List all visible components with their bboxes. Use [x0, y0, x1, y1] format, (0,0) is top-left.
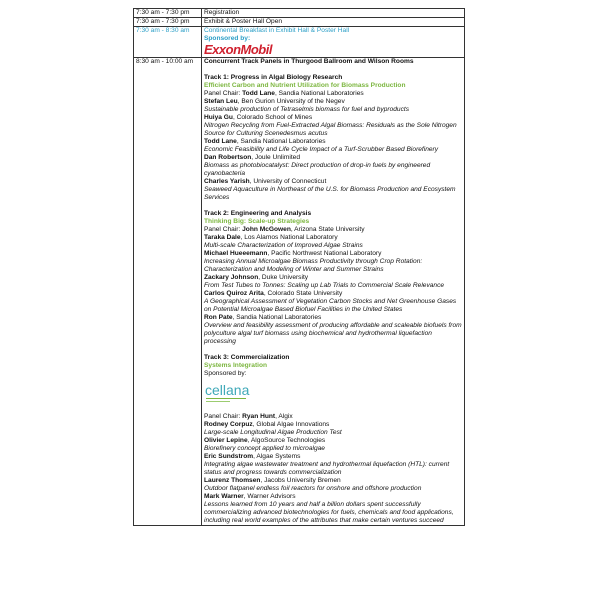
talk-speaker	[204, 477, 462, 485]
speaker-org: , Algae Systems	[253, 453, 301, 460]
speaker-org: , Warner Advisors	[243, 493, 296, 500]
row-time: 7:30 am - 8:30 am	[134, 27, 202, 58]
chair-label: Panel Chair:	[204, 413, 243, 420]
chair-label: Panel Chair:	[204, 90, 243, 97]
chair-name: John McGowen	[242, 226, 291, 233]
row-time: 7:30 am - 7:30 pm	[134, 18, 202, 27]
speaker-name: Mark Warner	[204, 493, 244, 500]
talk-speaker	[204, 437, 462, 445]
talk-title: A Geographical Assessment of Vegetation Carbon Stocks and Net Greenhouse Gases on Potential Microalgae Based Biofuel Facilities in the United States	[204, 298, 457, 313]
speaker-name: Dan Robertson	[204, 154, 252, 161]
speaker-name: Ron Pate	[204, 314, 233, 321]
track-2-subtitle: Thinking Big: Scale-up Strategies	[204, 218, 310, 225]
track-1-title: Track 1: Progress in Algal Biology Research	[204, 74, 343, 81]
row-time: 8:30 am - 10:00 am	[134, 58, 202, 526]
talk-title: Outdoor flatpanel endless foil reactors for onshore and offshore production	[204, 485, 422, 492]
speaker-org: , Joule Unlimited	[251, 154, 301, 161]
talk-title: Seaweed Aquaculture in Northeast of the U.S. for Biomass Production and Ecosystem Services	[204, 186, 456, 201]
talk-title: Increasing Annual Microalgae Biomass Productivity through Crop Rotation: Characterization and Modeling of Winter and Summer Strains	[204, 258, 423, 273]
talk-speaker	[204, 493, 462, 501]
agenda-row	[134, 9, 465, 18]
talk-title: Biomass as photobiocatalyst: Direct production of drop-in fuels by engineered cyanobacteria	[204, 162, 431, 177]
speaker-name: Michael Hueeemann	[204, 250, 268, 257]
speaker-name: Todd Lane	[204, 138, 237, 145]
talk-title: From Test Tubes to Tonnes: Scaling up Lab Trials to Commercial Scale Relevance	[204, 282, 445, 289]
speaker-name: Eric Sundstrom	[204, 453, 254, 460]
concurrent-title: Concurrent Track Panels in Thurgood Ballroom and Wilson Rooms	[204, 58, 414, 65]
breakfast-title: Continental Breakfast in Exhibit Hall & Poster Hall	[204, 27, 350, 34]
talk-speaker	[204, 453, 462, 461]
speaker-name: Zackary Johnson	[204, 274, 259, 281]
speaker-org: , Pacific Northwest National Laboratory	[267, 250, 382, 257]
talk-title: Economic Feasibility and Life Cycle Impact of a Turf-Scrubber Based Biorefinery	[204, 146, 439, 153]
row-event	[202, 27, 465, 58]
talk-speaker	[204, 234, 462, 242]
speaker-org: , University of Connecticut	[249, 178, 327, 185]
talk-title: Multi-scale Characterization of Improved Algae Strains	[204, 242, 363, 249]
cellana-logo-text: cellana	[205, 382, 250, 398]
talk-speaker	[204, 250, 462, 258]
speaker-org: , Ben Gurion University of the Negev	[237, 98, 345, 105]
row-time: 7:30 am - 7:30 pm	[134, 9, 202, 18]
speaker-org: , Sandia National Laboratories	[232, 314, 322, 321]
speaker-org: , Colorado School of Mines	[232, 114, 313, 121]
speaker-org: , AlgoSource Technologies	[247, 437, 326, 444]
speaker-org: , Los Alamos National Laboratory	[240, 234, 338, 241]
chair-name: Ryan Hunt	[242, 413, 276, 420]
chair-org: , Sandia National Laboratories	[274, 90, 364, 97]
speaker-org: , Colorado State University	[263, 290, 343, 297]
row-event: Registration	[202, 9, 465, 18]
chair-label: Panel Chair:	[204, 226, 243, 233]
talk-title: Sustainable production of Tetraselmis biomass for fuel and byproducts	[204, 106, 410, 113]
talk-title: Integrating algae wastewater treatment and hydrothermal liquefaction (HTL): current status and progress towards commercialization	[204, 461, 450, 476]
row-event: Exhibit & Poster Hall Open	[202, 18, 465, 27]
agenda-row	[134, 18, 465, 27]
speaker-name: Rodney Corpuz	[204, 421, 253, 428]
agenda-row-concurrent	[134, 58, 465, 526]
speaker-org: , Duke University	[258, 274, 309, 281]
sponsored-by-label: Sponsored by:	[204, 35, 251, 42]
track-2-title: Track 2: Engineering and Analysis	[204, 210, 312, 217]
cellana-logo	[204, 380, 256, 406]
talk-speaker	[204, 290, 462, 298]
chair-name: Todd Lane	[242, 90, 275, 97]
speaker-name: Laurenz Thomsen	[204, 477, 261, 484]
speaker-name: Taraka Dale	[204, 234, 241, 241]
talk-speaker	[204, 178, 462, 186]
exxonmobil-logo: ExxonMobil	[204, 42, 272, 57]
track-1-subtitle: Efficient Carbon and Nutrient Utilization for Biomass Production	[204, 82, 406, 89]
talk-speaker	[204, 421, 462, 429]
speaker-name: Stefan Leu	[204, 98, 238, 105]
track-3-chair	[204, 413, 462, 421]
talk-title: Overview and feasibility assessment of producing affordable and scaleable biofuels from polyculture algal turf biomass using biochemical and hydrothermal liquefaction processing	[204, 322, 462, 345]
speaker-org: , Global Algae Innovations	[252, 421, 330, 428]
talk-title: Biorefinery concept applied to microalgae	[204, 445, 325, 452]
speaker-name: Charles Yarish	[204, 178, 250, 185]
talk-title: Nitrogen Recycling from Fuel-Extracted Algal Biomass: Residuals as the Sole Nitrogen Source for Culturing Scenedesmus acutus	[204, 122, 457, 137]
track-3-subtitle: Systems Integration	[204, 362, 268, 369]
chair-org: , Algix	[275, 413, 293, 420]
talk-speaker	[204, 98, 462, 106]
track-1-chair	[204, 90, 462, 98]
speaker-name: Carlos Quiroz Arita	[204, 290, 264, 297]
speaker-name: Olivier Lepine	[204, 437, 248, 444]
talk-title: Large-scale Longitudinal Algae Production Test	[204, 429, 342, 436]
talk-speaker	[204, 314, 462, 322]
sponsored-by-label: Sponsored by:	[204, 370, 247, 377]
track-3-title: Track 3: Commercialization	[204, 354, 290, 361]
talk-speaker	[204, 138, 462, 146]
talk-speaker	[204, 114, 462, 122]
agenda-row-breakfast	[134, 27, 465, 58]
speaker-org: , Jacobs University Bremen	[260, 477, 341, 484]
talk-speaker	[204, 154, 462, 162]
track-2-chair	[204, 226, 462, 234]
agenda-table	[133, 8, 465, 526]
chair-org: , Arizona State University	[290, 226, 365, 233]
row-event	[202, 58, 465, 526]
speaker-name: Huiya Gu	[204, 114, 233, 121]
speaker-org: , Sandia National Laboratories	[236, 138, 326, 145]
talk-title: Lessons learned from 10 years and half a billion dollars spent successfully commercializing advanced biotechnologies for fuels, chemicals and food applications, including real world examples of the attributes that make certain ventures succeed	[204, 501, 454, 524]
talk-speaker	[204, 274, 462, 282]
